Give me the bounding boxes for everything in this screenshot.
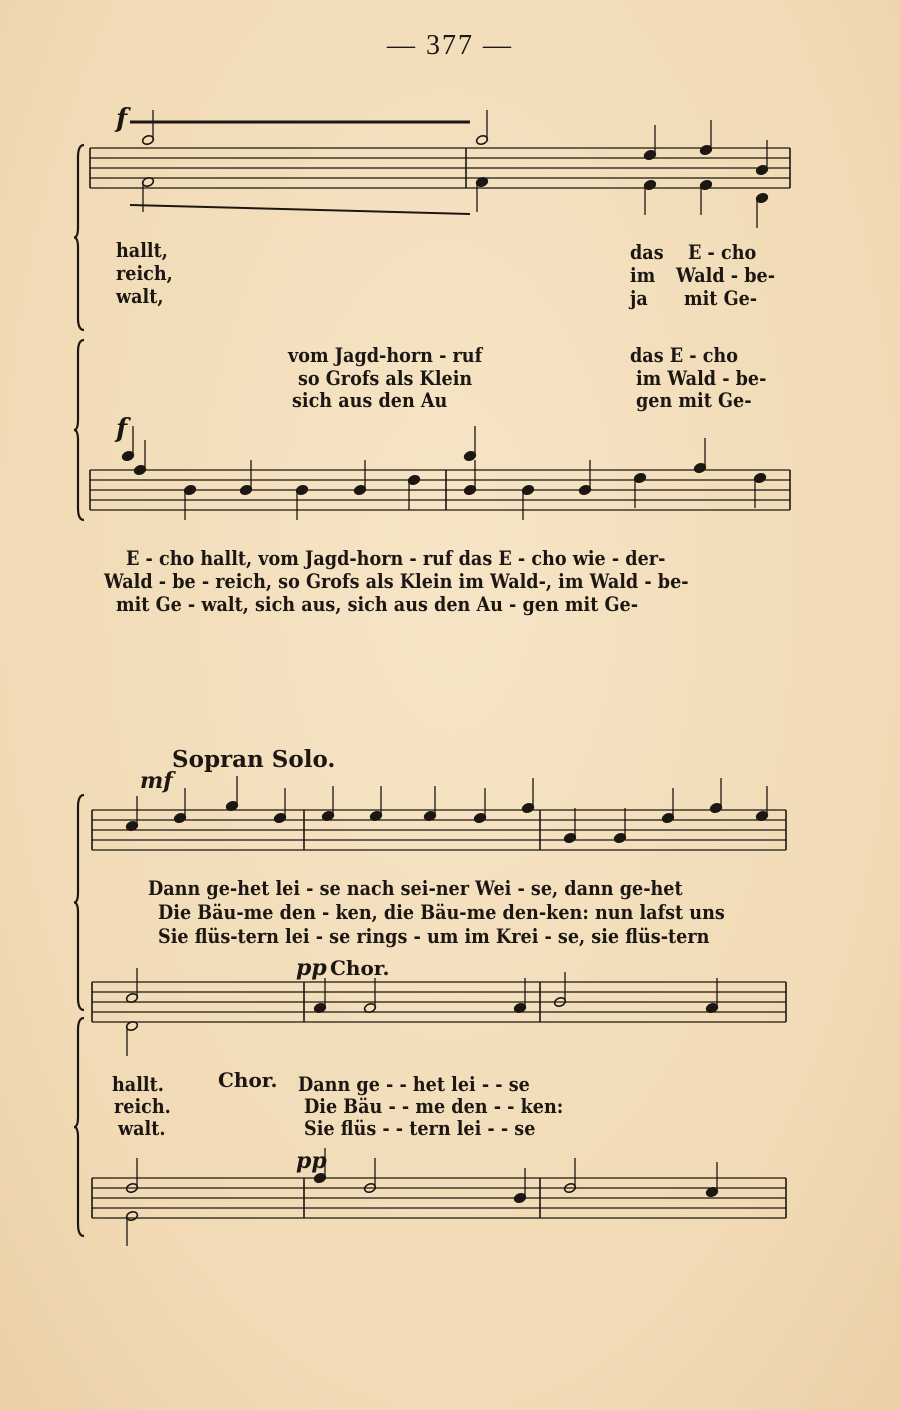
lyric-upper-right-2b: Wald - be- xyxy=(676,263,775,287)
lyric-middle-2a: so Grofs als Klein xyxy=(298,366,473,390)
slur xyxy=(130,205,470,214)
heading-chor: Chor. xyxy=(330,956,390,980)
dynamic-pianissimo: pp xyxy=(296,955,327,981)
dynamic-forte: f xyxy=(116,104,128,134)
lyric-middle-3a: sich aus den Au xyxy=(292,388,448,412)
dynamic-forte: f xyxy=(116,414,128,444)
system-bracket xyxy=(74,145,84,330)
lyric-upper-right-3a: ja xyxy=(630,286,648,310)
lyric-middle-1b: das E - cho xyxy=(630,343,738,367)
dynamic-mezzoforte: mf xyxy=(140,768,173,794)
lyric-upper-left-3: walt, xyxy=(116,284,164,308)
lyric-middle-2b: im Wald - be- xyxy=(636,366,767,390)
chor-left-1: hallt. xyxy=(112,1072,164,1096)
page-number: — 377 — xyxy=(387,30,513,61)
chor-lyric-1: Dann ge - - het lei - - se xyxy=(298,1072,530,1096)
lyric-middle-3b: gen mit Ge- xyxy=(636,388,752,412)
lyric-upper-right-3b: mit Ge- xyxy=(684,286,758,310)
solo-lyric-3: Sie flüs-tern lei - se rings - um im Krei - se, sie flüs-tern xyxy=(158,924,710,948)
lyric-lower-1: E - cho hallt, vom Jagd-horn - ruf das E - cho wie - der- xyxy=(126,546,666,570)
lyric-lower-3: mit Ge - walt, sich aus, sich aus den Au - gen mit Ge- xyxy=(116,592,639,616)
lyric-middle-1a: vom Jagd-horn - ruf xyxy=(288,343,483,367)
dynamic-pianissimo: pp xyxy=(296,1148,327,1174)
lyric-lower-2: Wald - be - reich, so Grofs als Klein im Wald-, im Wald - be- xyxy=(104,569,689,593)
heading-chor-inline: Chor. xyxy=(218,1068,278,1092)
lyric-upper-left-1: hallt, xyxy=(116,238,168,262)
lyric-upper-left-2: reich, xyxy=(116,261,173,285)
chor-lyric-2: Die Bäu - - me den - - ken: xyxy=(304,1094,564,1118)
system-bracket xyxy=(74,340,84,520)
chor-left-2: reich. xyxy=(114,1094,171,1118)
lyric-upper-right-1b: E - cho xyxy=(688,240,757,264)
chor-left-3: walt. xyxy=(118,1116,166,1140)
lyric-upper-right-2a: im xyxy=(630,263,656,287)
chor-lyric-3: Sie flüs - - tern lei - - se xyxy=(304,1116,536,1140)
system-bracket xyxy=(74,795,84,1010)
solo-lyric-2: Die Bäu-me den - ken, die Bäu-me den-ken: nun lafst uns xyxy=(158,900,725,924)
lyric-upper-right-1a: das xyxy=(630,240,664,264)
system-bracket xyxy=(74,1018,84,1236)
heading-sopran-solo: Sopran Solo. xyxy=(172,746,336,773)
solo-lyric-1: Dann ge-het lei - se nach sei-ner Wei - se, dann ge-het xyxy=(148,876,683,900)
